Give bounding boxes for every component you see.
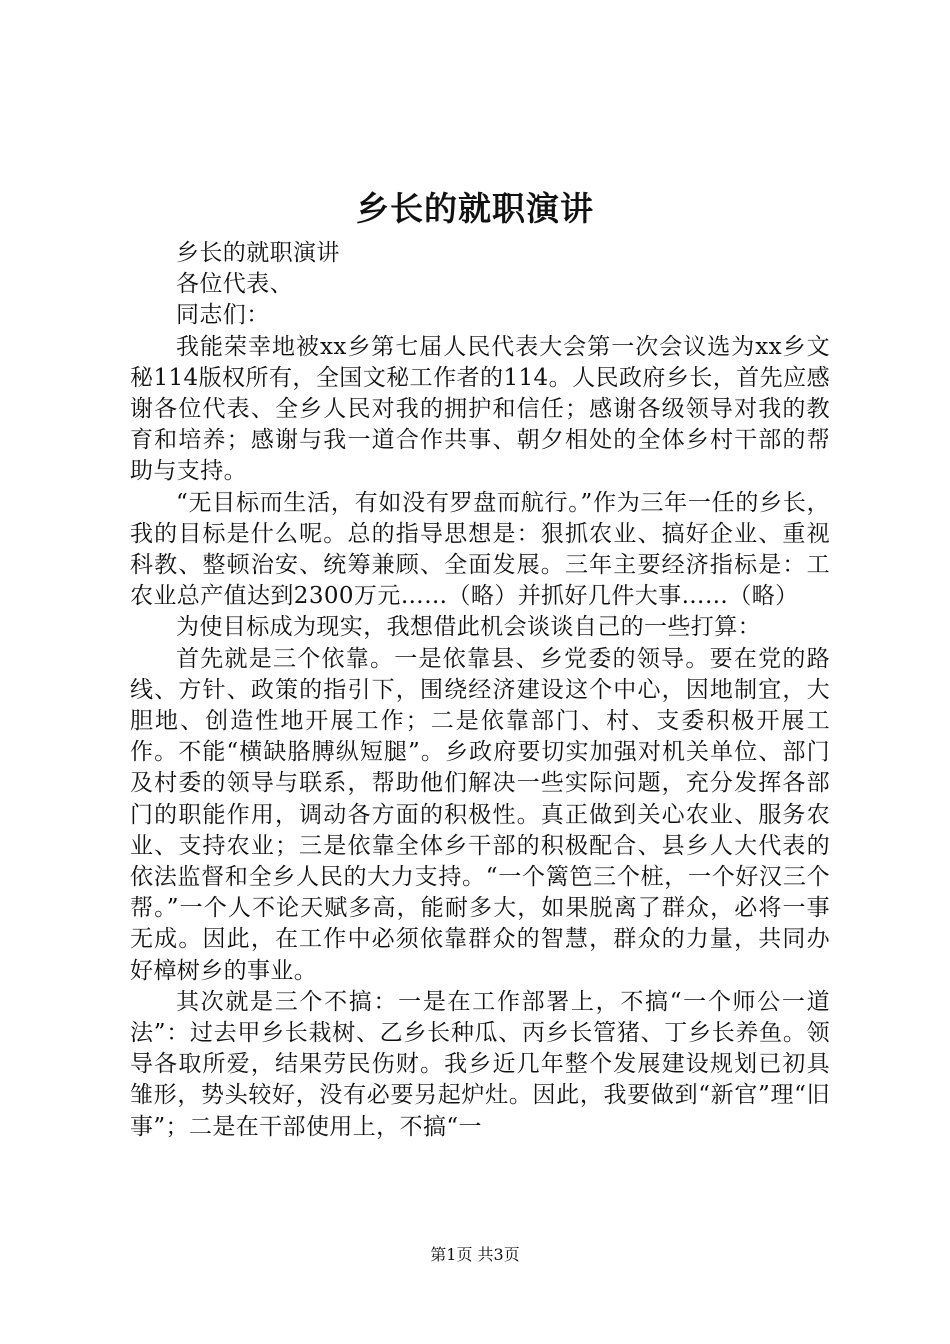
page-number-footer: 第1页 共3页	[430, 1245, 520, 1264]
document-title: 乡长的就职演讲	[356, 189, 594, 228]
paragraph-goals: “无目标而生活，有如没有罗盘而航行。”作为三年一任的乡长，我的目标是什么呢。总的指导思想是：狠抓农业、搞好企业、重视科教、整顿治安、统筹兼顾、全面发展。三年主要经济指标是：工农业总产值达到2300万元……（略）并抓好几件大事……（略）	[130, 489, 830, 610]
paragraph-salutation-1: 各位代表、	[176, 271, 293, 298]
paragraph-heading: 乡长的就职演讲	[176, 240, 340, 266]
document-body	[130, 238, 830, 1143]
paragraph-salutation-2: 同志们：	[176, 302, 270, 329]
paragraph-three-reliances: 首先就是三个依靠。一是依靠县、乡党委的领导。要在党的路线、方针、政策的指引下，围绕经济建设这个中心，因地制宜，大胆地、创造性地开展工作；二是依靠部门、村、支委积极开展工作。不能“横缺胳膊纵短腿”。乡政府要切实加强对机关单位、部门及村委的领导与联系，帮助他们解决一些实际问题，充分发挥各部门的职能作用，调动各方面的积极性。真正做到关心农业、服务农业、支持农业；三是依靠全体乡干部的积极配合、县乡人大代表的依法监督和全乡人民的大力支持。“一个篱笆三个桩，一个好汉三个帮。”一个人不论天赋多高，能耐多大，如果脱离了群众，必将一事无成。因此，在工作中必须依靠群众的智慧，群众的力量，共同办好樟树乡的事业。	[130, 645, 830, 984]
paragraph-plans-intro: 为使目标成为现实，我想借此机会谈谈自己的一些打算：	[176, 614, 761, 641]
paragraph-three-donts: 其次就是三个不搞：一是在工作部署上，不搞“一个师公一道法”：过去甲乡长栽树、乙乡长种瓜、丙乡长管猪、丁乡长养鱼。领导各取所爱，结果劳民伤财。我乡近几年整个发展建设规划已初具雏形，势头较好，没有必要另起炉灶。因此，我要做到“新官”理“旧事”；二是在干部使用上，不搞“一	[130, 988, 830, 1140]
paragraph-opening: 我能荣幸地被xx乡第七届人民代表大会第一次会议选为xx乡文秘114版权所有，全国文秘工作者的114。人民政府乡长，首先应感谢各位代表、全乡人民对我的拥护和信任；感谢各级领导对我的教育和培养；感谢与我一道合作共事、朝夕相处的全体乡村干部的帮助与支持。	[130, 333, 830, 485]
